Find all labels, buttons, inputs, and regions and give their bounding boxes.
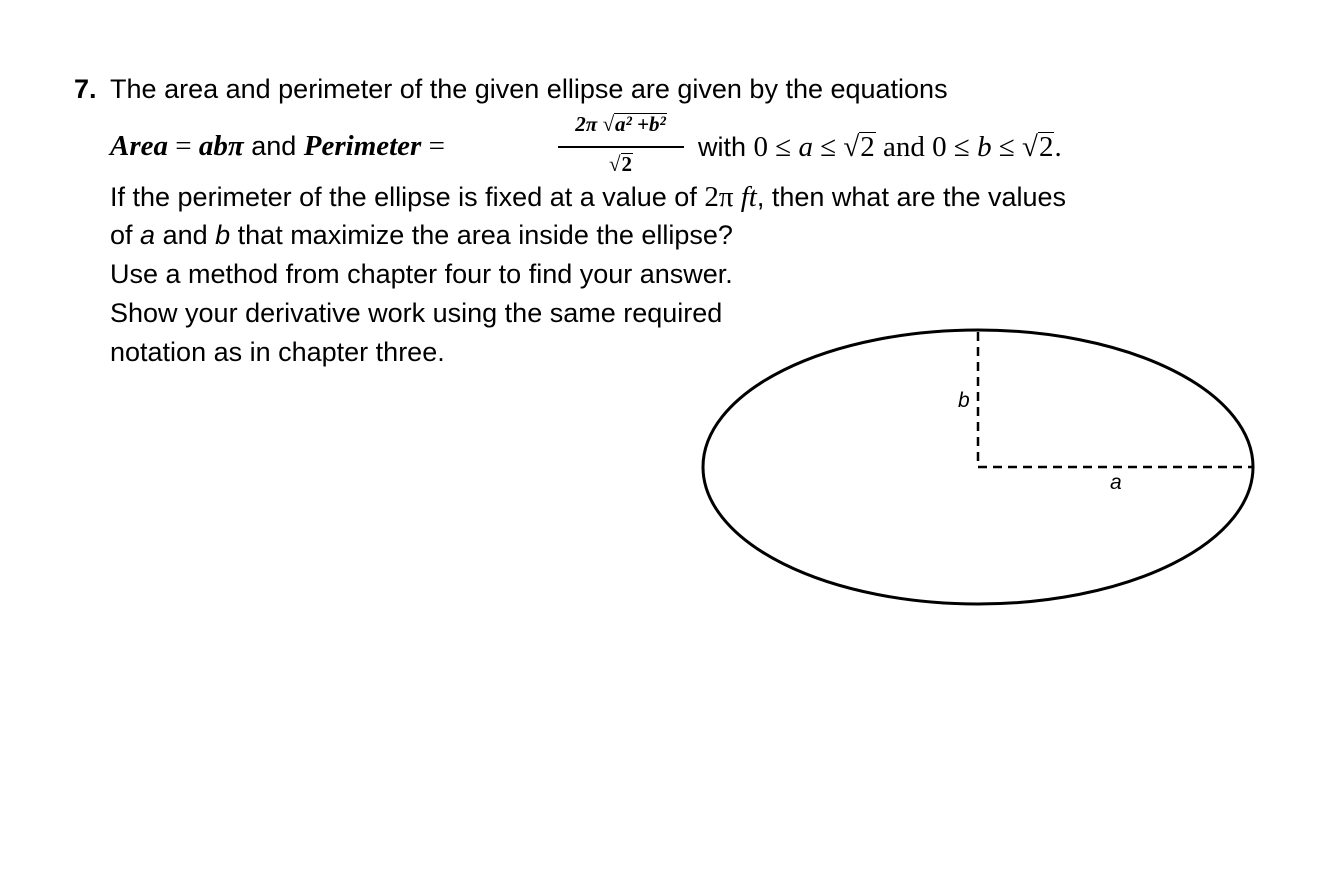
line4-text-a: of: [110, 220, 141, 250]
area-expression: abπ: [198, 130, 244, 162]
perimeter-equals: =: [421, 130, 453, 162]
question-intro-text: The area and perimeter of the given ellipse are given by the equations: [110, 74, 948, 104]
question-number: 7.: [74, 74, 97, 104]
line3-value: 2π: [704, 181, 741, 213]
constraint-a-val: 2: [860, 131, 875, 163]
constraint-a-var: a: [798, 131, 813, 163]
area-equals: =: [168, 130, 199, 162]
line4-text-b: and: [155, 220, 216, 250]
constraint-b-val: 2: [1038, 131, 1054, 163]
and-text-1: and: [243, 131, 304, 161]
denominator-root-sign: √: [608, 152, 621, 176]
perimeter-label: Perimeter: [303, 130, 422, 162]
with-text: with: [698, 132, 754, 162]
fraction-numerator: 2π √a² +b²: [575, 112, 666, 136]
constraint-end: .: [1054, 131, 1062, 163]
line4-var-b: b: [215, 220, 231, 250]
show-work-line: Show your derivative work using the same required: [110, 298, 723, 328]
fraction-coefficient: 2π: [575, 112, 603, 136]
denominator-value: 2: [621, 152, 633, 176]
and-text-2: and: [875, 131, 933, 163]
label-b: b: [958, 389, 970, 412]
constraint-b-pre: 0 ≤: [932, 131, 978, 163]
line4-var-a: a: [140, 220, 156, 250]
label-a: a: [1110, 471, 1122, 494]
constraint-a-post: ≤ √: [812, 131, 860, 163]
constraint-a-pre: 0 ≤: [753, 131, 799, 163]
line3-text-b: , then what are the values: [756, 182, 1067, 212]
method-line: Use a method from chapter four to find your answer.: [110, 259, 733, 289]
constraint-b-post: ≤ √: [991, 131, 1038, 163]
line3-unit: ft: [740, 181, 757, 213]
constraint-b-var: b: [977, 131, 992, 163]
line4-text-c: that maximize the area inside the ellipse?: [230, 220, 733, 250]
line3-text-a: If the perimeter of the ellipse is fixed at a value of: [110, 182, 705, 212]
area-label: Area: [110, 130, 168, 162]
notation-line: notation as in chapter three.: [110, 337, 445, 367]
fraction-radicand: a² +b²: [614, 112, 666, 136]
